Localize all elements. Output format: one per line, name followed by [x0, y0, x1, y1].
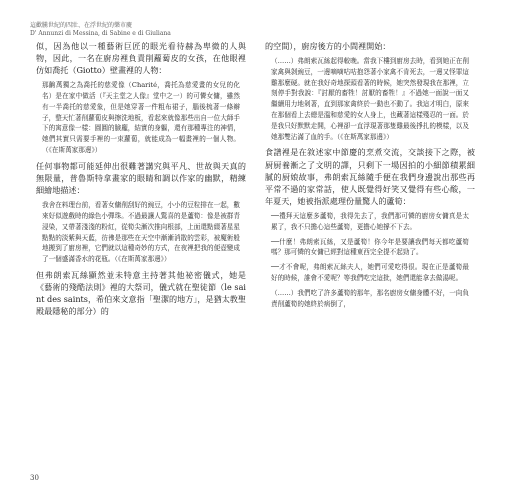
paragraph: 的空間），廚房後方的小間裡開始：	[265, 41, 391, 51]
dialogue-quote: ──什麼！弗朗索瓦絲，又是蘆筍！你今年是要讓我們每天都吃蘆筍嗎？那可憐的女傭已經對這種東西完全提不起勁了。	[271, 237, 469, 257]
block-quote: 那齣萬獨之為喬托的慈愛像（Charité，喬托為慈愛畫的女兒的化名）是在家中做活（『天主堂之人像』堂中之一）的可憐女傭，雖然有一半喬托的慈愛象，但是她穿著一件粗布裙子，腦後梳著一條辮子，整天忙著削蘿蔔皮與擦洗地板，看起來就像那些出自一位大師手下的寓意像一樣：圓圓的臉龐，結實的身軀，還有那種專注的神情，她們其實只需要手裡的一束蘿蔔，就能成為一幅畫裡的一個人物。（《在斯萬家那邊》）	[42, 81, 240, 155]
dialogue-quote: ──才不會呢，弗朗索瓦絲夫人，她們可愛吃得很。現在正是蘆筍最好的時候，誰會不愛呢？等我們吃完這批，她們還能拿去做湯呢。	[271, 263, 469, 282]
running-header-subtitle: D' Annunzi di Messina, di Sabine e di Giuliana	[30, 30, 171, 37]
block-quote: （……）弗朗索瓦絲起得較晚。當我下樓到廚房去時，看到她正在削家禽與剝豌豆，一邊嘀嘀咕咕抱怨著小家禽不肯死去，一邊又怪罪這雞那麼硬。就在我好奇地探頭看著的時候，她突然發現我在那裡，立刻停手對我說：『討厭的畜牲！討厭的畜牲！』不過她一面說一面又繼續用力地剁著，直到那家禽終於一動也不動了。我這才明白，原來在那個看上去總是溫和慈愛的女人身上，也藏著這樣殘忍的一面。於是我只好默默走開，心裡卻一直浮現著那隻雞最後掙扎的模樣，以及她那雙沾滿了血的手。（《在斯萬家那邊》）	[271, 57, 469, 141]
running-header-line: 這歡騰世紀的四壯、在浮世紀的樂市慶	[30, 22, 133, 29]
running-header	[30, 22, 330, 38]
dialogue-quote: ──禮拜天這麼多蘆筍，我得先去了，我們那可憐的廚房女傭真是太累了，我不只擔心這些蘆筍，更擔心她撐不下去。	[271, 211, 469, 231]
left-column	[36, 40, 246, 321]
right-column	[265, 40, 475, 313]
paragraph: 似，因為他以一種藝術巨匠的眼光看待赫為卑微的人與物，因此，一名在廚房裡負責削蘿蔔皮的女孩，在他眼裡仿如喬托（Giotto）壁畫裡的人物：	[36, 41, 246, 76]
page-number: 30	[30, 474, 39, 482]
block-quote: （……）我們吃了許多蘆筍的那年，那名廚房女傭身體不好，一向負責削蘆筍的她終於病倒了，	[271, 288, 469, 308]
paragraph: 食譜裡是在敘述家中節慶的烹煮交流，交談接下之際，被厨厨養漸之了文明的譯，只剩下一場因拍的小細節積累細膩的厨娘故事，弗朗索瓦絲隨手便在我們身邊說出那些再平常不過的家常話，使人既覺得好笑又覺得有些心酸，一年夏天，她被指派處理份量驚人的蘆筍：	[265, 147, 475, 206]
paragraph: 但弗朗索瓦絲顯然並未特意主持著其他祕密儀式，她是《藝術的殘酷法則》裡的大祭司，儀式就在聖徒節（le saint des saints，希伯來文意指「聖潔的地方」，是猶太教聖殿最隱秘的部分）的	[36, 269, 246, 317]
paragraph: 任何事物都可能延伸出很難著講究與平凡、世故與天真的無限量，普魯斯特拿畫家的眼睛和調以作家的幽默，精練細繪地描述：	[36, 160, 246, 196]
block-quote: 我舍在料理台前，看著女傭削刮好的豌豆，小小的豆粒排在一起，數來好似遊戲時的綠色小彈珠。不過最讓人驚喜的是蘆筍：像是被群青浸染，又帶著淺淺的粉紅，從筍尖漸次推向根部，上面還點綴著星星點點的淡紫與天藍，彷彿是那些在天空中漸漸消散的雲彩，被魔術般地搬到了廚房裡，它們就以這種奇妙的方式，在夜裡把我的便壺變成了一個盛滿香水的花瓶。（《在斯萬家那邊》）	[42, 201, 240, 264]
